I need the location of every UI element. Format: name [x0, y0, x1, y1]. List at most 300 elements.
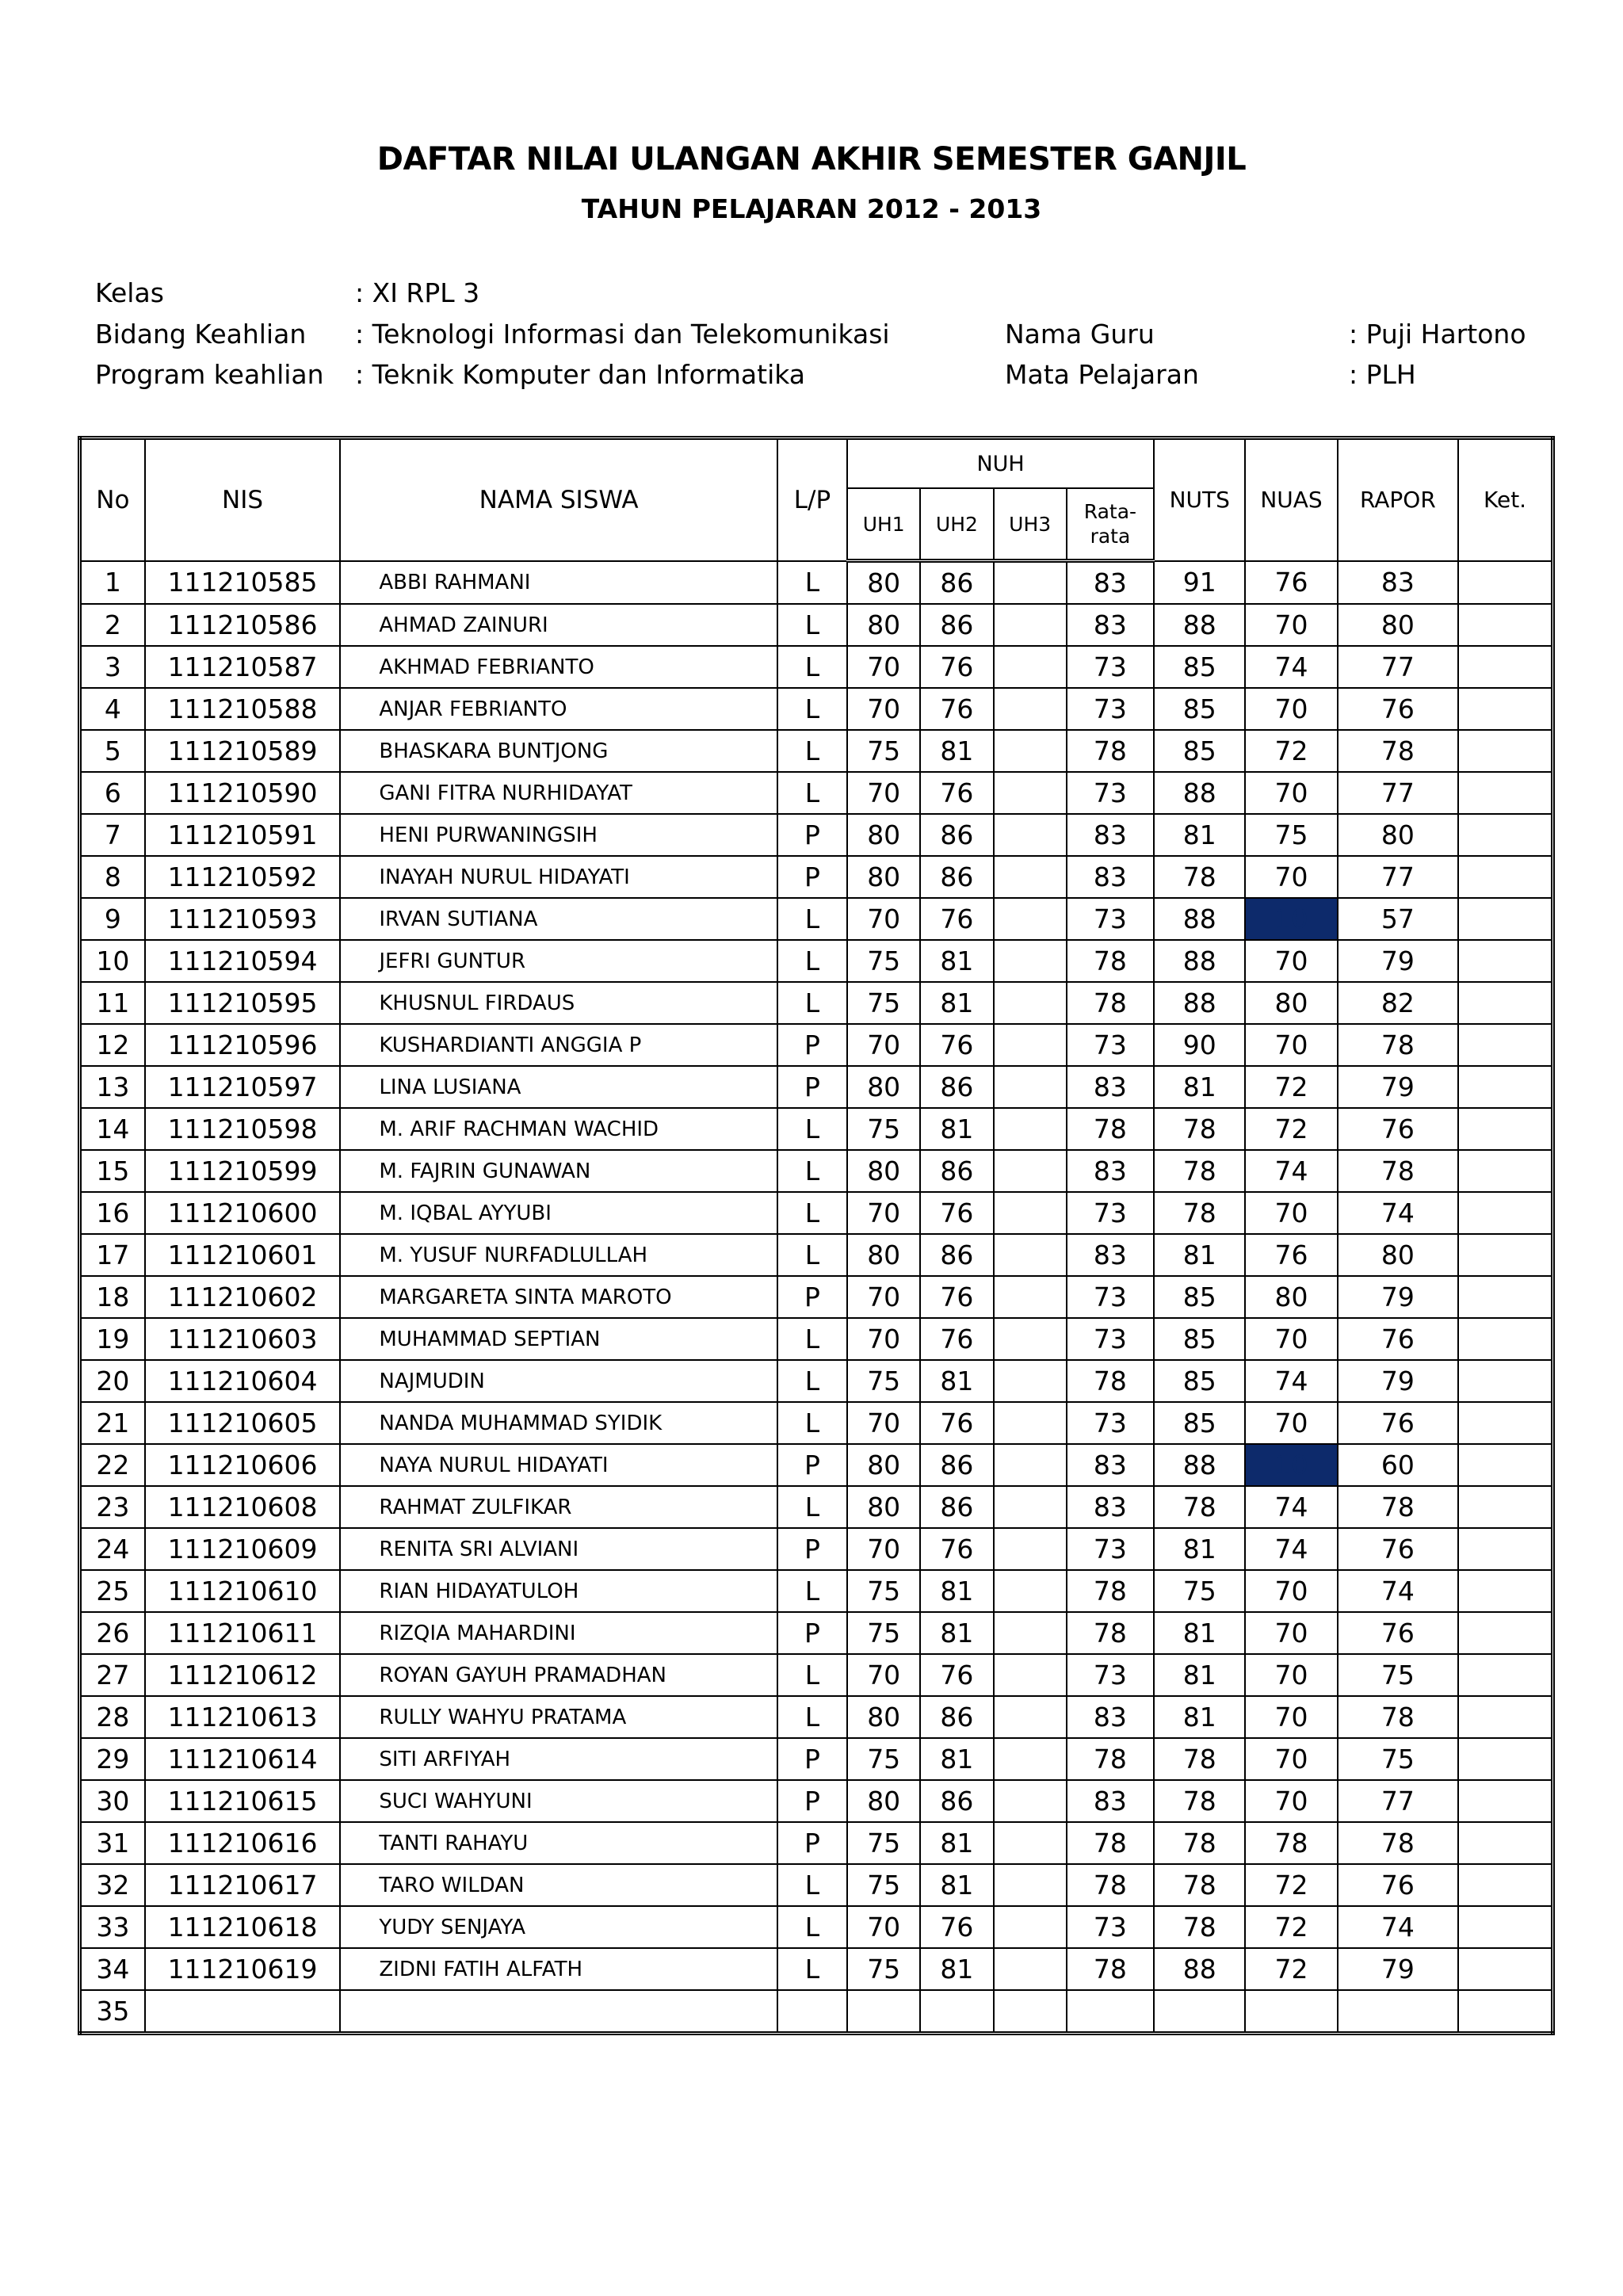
cell-nama: HENI PURWANINGSIH	[340, 814, 777, 856]
table-row	[80, 1696, 1553, 1738]
cell-nuas: 70	[1245, 1570, 1337, 1612]
cell-ket	[1458, 1654, 1552, 1696]
cell-rapor: 83	[1338, 561, 1458, 605]
cell-nuas: 70	[1245, 772, 1337, 814]
cell-rata: 78	[1067, 1108, 1154, 1150]
cell-nuts: 85	[1154, 1318, 1245, 1360]
cell-ket	[1458, 1570, 1552, 1612]
cell-rapor: 76	[1338, 1108, 1458, 1150]
cell-rapor: 74	[1338, 1906, 1458, 1948]
cell-nuas: 76	[1245, 561, 1337, 605]
cell-no: 22	[80, 1444, 145, 1486]
cell-uh2: 81	[920, 1360, 993, 1402]
cell-nuas: 74	[1245, 1150, 1337, 1192]
cell-uh2: 86	[920, 856, 993, 898]
cell-nuas: 70	[1245, 1738, 1337, 1780]
table-row	[80, 1948, 1553, 1990]
cell-uh3	[994, 1402, 1067, 1444]
cell-nama: ZIDNI FATIH ALFATH	[340, 1948, 777, 1990]
cell-ket	[1458, 1864, 1552, 1906]
cell-ket	[1458, 1990, 1552, 2034]
header-nuh: NUH	[847, 438, 1154, 489]
cell-nuts: 85	[1154, 1360, 1245, 1402]
cell-no: 32	[80, 1864, 145, 1906]
cell-uh2: 76	[920, 1318, 993, 1360]
cell-rata: 83	[1067, 1444, 1154, 1486]
cell-uh2: 76	[920, 1024, 993, 1066]
cell-nuts: 78	[1154, 1192, 1245, 1234]
cell-nuas	[1245, 1990, 1337, 2034]
cell-nama: MARGARETA SINTA MAROTO	[340, 1276, 777, 1318]
grades-table	[78, 436, 1555, 2035]
table-row	[80, 561, 1553, 605]
cell-uh2: 76	[920, 772, 993, 814]
cell-nis: 111210613	[145, 1696, 341, 1738]
cell-nuas: 70	[1245, 1192, 1337, 1234]
cell-nuts: 78	[1154, 856, 1245, 898]
cell-uh3	[994, 1612, 1067, 1654]
table-row	[80, 1276, 1553, 1318]
cell-lp: L	[777, 688, 847, 730]
cell-rata: 78	[1067, 1864, 1154, 1906]
cell-no: 10	[80, 940, 145, 982]
table-row	[80, 730, 1553, 772]
cell-lp: L	[777, 1864, 847, 1906]
cell-nis: 111210604	[145, 1360, 341, 1402]
cell-rata: 73	[1067, 1276, 1154, 1318]
cell-nama: JEFRI GUNTUR	[340, 940, 777, 982]
cell-lp: P	[777, 1612, 847, 1654]
table-row	[80, 1990, 1553, 2034]
cell-ket	[1458, 1906, 1552, 1948]
cell-rata: 83	[1067, 1780, 1154, 1822]
cell-no: 18	[80, 1276, 145, 1318]
cell-nama: MUHAMMAD SEPTIAN	[340, 1318, 777, 1360]
header-rata-line1: Rata-	[1083, 499, 1137, 523]
cell-lp: L	[777, 1402, 847, 1444]
cell-nuts: 75	[1154, 1570, 1245, 1612]
cell-uh1: 70	[847, 1276, 920, 1318]
table-row	[80, 856, 1553, 898]
table-row	[80, 940, 1553, 982]
cell-uh1: 70	[847, 1528, 920, 1570]
cell-no: 34	[80, 1948, 145, 1990]
cell-rata: 73	[1067, 1318, 1154, 1360]
cell-nuas: 72	[1245, 1906, 1337, 1948]
cell-nuts: 78	[1154, 1150, 1245, 1192]
cell-ket	[1458, 940, 1552, 982]
table-row	[80, 1570, 1553, 1612]
cell-nama: RIAN HIDAYATULOH	[340, 1570, 777, 1612]
cell-rata: 73	[1067, 898, 1154, 940]
cell-nis: 111210594	[145, 940, 341, 982]
header-uh3: UH3	[994, 488, 1067, 561]
cell-uh2: 86	[920, 1150, 993, 1192]
cell-nis: 111210618	[145, 1906, 341, 1948]
cell-uh1: 80	[847, 1444, 920, 1486]
cell-uh2: 81	[920, 1612, 993, 1654]
cell-uh1: 80	[847, 856, 920, 898]
cell-rata: 73	[1067, 646, 1154, 688]
cell-uh3	[994, 772, 1067, 814]
cell-ket	[1458, 1948, 1552, 1990]
cell-uh1: 70	[847, 688, 920, 730]
cell-no: 3	[80, 646, 145, 688]
cell-nama	[340, 1990, 777, 2034]
cell-ket	[1458, 1780, 1552, 1822]
cell-uh3	[994, 1444, 1067, 1486]
table-row	[80, 1318, 1553, 1360]
page-subtitle: TAHUN PELAJARAN 2012 - 2013	[581, 193, 1042, 224]
page-title: DAFTAR NILAI ULANGAN AKHIR SEMESTER GANJIL	[376, 141, 1247, 178]
cell-uh2	[920, 1990, 993, 2034]
cell-uh3	[994, 1024, 1067, 1066]
cell-rapor: 79	[1338, 1360, 1458, 1402]
cell-nuas: 70	[1245, 604, 1337, 646]
cell-uh2: 86	[920, 814, 993, 856]
cell-nuas: 70	[1245, 1654, 1337, 1696]
cell-nama: NAJMUDIN	[340, 1360, 777, 1402]
cell-nuts: 78	[1154, 1108, 1245, 1150]
cell-uh1: 80	[847, 1780, 920, 1822]
cell-rapor: 75	[1338, 1738, 1458, 1780]
cell-uh1	[847, 1990, 920, 2034]
cell-nuts: 88	[1154, 1948, 1245, 1990]
cell-rapor: 80	[1338, 1234, 1458, 1276]
cell-no: 9	[80, 898, 145, 940]
cell-no: 1	[80, 561, 145, 605]
cell-nis: 111210596	[145, 1024, 341, 1066]
cell-nis: 111210601	[145, 1234, 341, 1276]
cell-uh3	[994, 1066, 1067, 1108]
cell-nama: ANJAR FEBRIANTO	[340, 688, 777, 730]
cell-uh1: 80	[847, 1150, 920, 1192]
cell-nuas: 70	[1245, 1402, 1337, 1444]
cell-uh1: 70	[847, 1192, 920, 1234]
cell-nama: LINA LUSIANA	[340, 1066, 777, 1108]
cell-no: 6	[80, 772, 145, 814]
cell-nis: 111210611	[145, 1612, 341, 1654]
cell-nis: 111210588	[145, 688, 341, 730]
cell-nuas: 72	[1245, 1948, 1337, 1990]
cell-ket	[1458, 1192, 1552, 1234]
cell-nama: M. ARIF RACHMAN WACHID	[340, 1108, 777, 1150]
cell-rapor: 79	[1338, 940, 1458, 982]
cell-nama: IRVAN SUTIANA	[340, 898, 777, 940]
cell-no: 29	[80, 1738, 145, 1780]
cell-uh1: 75	[847, 1570, 920, 1612]
cell-rata: 83	[1067, 1234, 1154, 1276]
cell-rata: 78	[1067, 1570, 1154, 1612]
cell-rapor: 78	[1338, 1024, 1458, 1066]
cell-nuas: 72	[1245, 1066, 1337, 1108]
cell-no: 25	[80, 1570, 145, 1612]
cell-ket	[1458, 730, 1552, 772]
cell-no: 26	[80, 1612, 145, 1654]
cell-uh2: 81	[920, 1948, 993, 1990]
cell-uh3	[994, 814, 1067, 856]
cell-nis: 111210587	[145, 646, 341, 688]
header-ket: Ket.	[1458, 438, 1552, 561]
table-row	[80, 1528, 1553, 1570]
cell-nuts: 81	[1154, 1612, 1245, 1654]
cell-rata: 83	[1067, 814, 1154, 856]
cell-rata: 78	[1067, 1360, 1154, 1402]
cell-uh1: 70	[847, 1654, 920, 1696]
cell-uh1: 70	[847, 1906, 920, 1948]
cell-nuas: 78	[1245, 1822, 1337, 1864]
cell-rapor: 77	[1338, 646, 1458, 688]
cell-nuts: 88	[1154, 604, 1245, 646]
cell-ket	[1458, 1528, 1552, 1570]
cell-nis: 111210603	[145, 1318, 341, 1360]
cell-nuas: 72	[1245, 1108, 1337, 1150]
cell-uh3	[994, 1906, 1067, 1948]
cell-uh2: 86	[920, 1234, 993, 1276]
cell-rata: 73	[1067, 772, 1154, 814]
table-row	[80, 646, 1553, 688]
header-nama: NAMA SISWA	[340, 438, 777, 561]
cell-uh2: 76	[920, 1402, 993, 1444]
cell-nuts: 85	[1154, 730, 1245, 772]
cell-uh1: 80	[847, 1696, 920, 1738]
cell-no: 35	[80, 1990, 145, 2034]
cell-uh3	[994, 561, 1067, 605]
table-row	[80, 1234, 1553, 1276]
cell-rapor: 82	[1338, 982, 1458, 1024]
cell-nuas: 70	[1245, 940, 1337, 982]
cell-nuts: 85	[1154, 646, 1245, 688]
cell-nuts: 88	[1154, 1444, 1245, 1486]
cell-lp: P	[777, 1066, 847, 1108]
cell-uh2: 76	[920, 1192, 993, 1234]
cell-uh1: 75	[847, 982, 920, 1024]
cell-nuts: 85	[1154, 688, 1245, 730]
cell-lp	[777, 1990, 847, 2034]
cell-lp: P	[777, 856, 847, 898]
cell-ket	[1458, 1108, 1552, 1150]
mapel-label: Mata Pelajaran	[1005, 359, 1199, 390]
cell-nama: SUCI WAHYUNI	[340, 1780, 777, 1822]
cell-lp: L	[777, 561, 847, 605]
cell-no: 12	[80, 1024, 145, 1066]
cell-rapor	[1338, 1990, 1458, 2034]
cell-uh1: 70	[847, 772, 920, 814]
cell-nuts: 88	[1154, 940, 1245, 982]
cell-nuts: 85	[1154, 1402, 1245, 1444]
cell-rapor: 76	[1338, 1864, 1458, 1906]
cell-ket	[1458, 561, 1552, 605]
cell-uh2: 81	[920, 1570, 993, 1612]
cell-nis: 111210590	[145, 772, 341, 814]
cell-rata: 73	[1067, 1402, 1154, 1444]
cell-rapor: 80	[1338, 604, 1458, 646]
cell-nis: 111210606	[145, 1444, 341, 1486]
cell-no: 11	[80, 982, 145, 1024]
cell-nuts: 81	[1154, 1528, 1245, 1570]
cell-rapor: 79	[1338, 1276, 1458, 1318]
cell-ket	[1458, 1150, 1552, 1192]
cell-uh2: 86	[920, 1066, 993, 1108]
cell-lp: L	[777, 1234, 847, 1276]
cell-rata: 78	[1067, 730, 1154, 772]
cell-nama: YUDY SENJAYA	[340, 1906, 777, 1948]
cell-nama: GANI FITRA NURHIDAYAT	[340, 772, 777, 814]
cell-nuas: 74	[1245, 646, 1337, 688]
cell-rapor: 80	[1338, 814, 1458, 856]
cell-nuas: 74	[1245, 1360, 1337, 1402]
cell-uh3	[994, 1822, 1067, 1864]
table-row	[80, 1864, 1553, 1906]
cell-lp: L	[777, 1318, 847, 1360]
table-row	[80, 1066, 1553, 1108]
header-rata-line2: rata	[1090, 525, 1131, 548]
cell-nis: 111210612	[145, 1654, 341, 1696]
cell-rapor: 78	[1338, 1486, 1458, 1528]
cell-ket	[1458, 604, 1552, 646]
cell-nama: NANDA MUHAMMAD SYIDIK	[340, 1402, 777, 1444]
cell-rata: 73	[1067, 1654, 1154, 1696]
cell-uh2: 81	[920, 1822, 993, 1864]
cell-uh2: 86	[920, 604, 993, 646]
cell-rapor: 79	[1338, 1948, 1458, 1990]
cell-ket	[1458, 688, 1552, 730]
cell-nis: 111210619	[145, 1948, 341, 1990]
cell-rata: 83	[1067, 1486, 1154, 1528]
cell-nama: KUSHARDIANTI ANGGIA P	[340, 1024, 777, 1066]
cell-uh3	[994, 1528, 1067, 1570]
cell-ket	[1458, 1612, 1552, 1654]
cell-uh1: 75	[847, 1948, 920, 1990]
cell-uh2: 86	[920, 561, 993, 605]
cell-uh3	[994, 1234, 1067, 1276]
bidang-label: Bidang Keahlian	[95, 319, 307, 350]
cell-uh1: 75	[847, 1864, 920, 1906]
table-row	[80, 1360, 1553, 1402]
table-row	[80, 1486, 1553, 1528]
cell-uh3	[994, 604, 1067, 646]
cell-rapor: 60	[1338, 1444, 1458, 1486]
cell-lp: P	[777, 1528, 847, 1570]
cell-rapor: 76	[1338, 1612, 1458, 1654]
cell-no: 24	[80, 1528, 145, 1570]
cell-rapor: 77	[1338, 772, 1458, 814]
cell-no: 7	[80, 814, 145, 856]
cell-nuas: 74	[1245, 1528, 1337, 1570]
cell-no: 30	[80, 1780, 145, 1822]
table-row	[80, 604, 1553, 646]
table-row	[80, 1906, 1553, 1948]
cell-rapor: 76	[1338, 688, 1458, 730]
cell-nama: ABBI RAHMANI	[340, 561, 777, 605]
cell-rapor: 76	[1338, 1402, 1458, 1444]
cell-nis: 111210605	[145, 1402, 341, 1444]
cell-no: 28	[80, 1696, 145, 1738]
cell-rata: 78	[1067, 982, 1154, 1024]
cell-nis: 111210608	[145, 1486, 341, 1528]
cell-ket	[1458, 1486, 1552, 1528]
cell-uh2: 76	[920, 1276, 993, 1318]
cell-lp: L	[777, 1108, 847, 1150]
cell-nama: RIZQIA MAHARDINI	[340, 1612, 777, 1654]
cell-no: 16	[80, 1192, 145, 1234]
cell-ket	[1458, 1318, 1552, 1360]
cell-uh1: 70	[847, 646, 920, 688]
cell-uh3	[994, 688, 1067, 730]
cell-nuts: 81	[1154, 1234, 1245, 1276]
cell-ket	[1458, 1738, 1552, 1780]
cell-uh1: 75	[847, 1360, 920, 1402]
cell-lp: L	[777, 646, 847, 688]
cell-uh2: 86	[920, 1486, 993, 1528]
cell-nuts: 78	[1154, 1738, 1245, 1780]
table-row	[80, 1654, 1553, 1696]
cell-lp: L	[777, 1570, 847, 1612]
cell-rata	[1067, 1990, 1154, 2034]
cell-uh3	[994, 1990, 1067, 2034]
cell-nis: 111210597	[145, 1066, 341, 1108]
cell-uh1: 75	[847, 1108, 920, 1150]
cell-no: 27	[80, 1654, 145, 1696]
cell-rata: 73	[1067, 688, 1154, 730]
cell-nuts: 81	[1154, 1696, 1245, 1738]
table-row	[80, 1402, 1553, 1444]
cell-rapor: 77	[1338, 1780, 1458, 1822]
cell-uh3	[994, 1948, 1067, 1990]
cell-uh1: 75	[847, 1738, 920, 1780]
cell-lp: P	[777, 1444, 847, 1486]
cell-nama: NAYA NURUL HIDAYATI	[340, 1444, 777, 1486]
cell-nama: TARO WILDAN	[340, 1864, 777, 1906]
cell-uh3	[994, 646, 1067, 688]
cell-no: 19	[80, 1318, 145, 1360]
cell-nuas: 70	[1245, 688, 1337, 730]
cell-nuas: 75	[1245, 814, 1337, 856]
cell-lp: P	[777, 1780, 847, 1822]
kelas-label: Kelas	[95, 277, 164, 308]
cell-nuts: 81	[1154, 1654, 1245, 1696]
cell-uh2: 76	[920, 646, 993, 688]
cell-lp: L	[777, 940, 847, 982]
cell-nuts: 91	[1154, 561, 1245, 605]
cell-lp: P	[777, 1822, 847, 1864]
cell-ket	[1458, 1066, 1552, 1108]
cell-lp: L	[777, 730, 847, 772]
cell-uh2: 86	[920, 1696, 993, 1738]
cell-nuas: 80	[1245, 1276, 1337, 1318]
cell-rapor: 77	[1338, 856, 1458, 898]
cell-rapor: 57	[1338, 898, 1458, 940]
cell-uh1: 75	[847, 730, 920, 772]
cell-uh3	[994, 1486, 1067, 1528]
cell-rapor: 76	[1338, 1318, 1458, 1360]
cell-rata: 83	[1067, 561, 1154, 605]
cell-nama: TANTI RAHAYU	[340, 1822, 777, 1864]
cell-no: 2	[80, 604, 145, 646]
cell-nuts: 88	[1154, 982, 1245, 1024]
table-row	[80, 772, 1553, 814]
cell-nama: KHUSNUL FIRDAUS	[340, 982, 777, 1024]
cell-uh2: 76	[920, 688, 993, 730]
cell-lp: L	[777, 1150, 847, 1192]
cell-no: 14	[80, 1108, 145, 1150]
cell-uh3	[994, 898, 1067, 940]
cell-no: 15	[80, 1150, 145, 1192]
cell-uh3	[994, 1360, 1067, 1402]
cell-rata: 83	[1067, 1150, 1154, 1192]
cell-uh3	[994, 1780, 1067, 1822]
mapel-value: : PLH	[1349, 359, 1416, 390]
